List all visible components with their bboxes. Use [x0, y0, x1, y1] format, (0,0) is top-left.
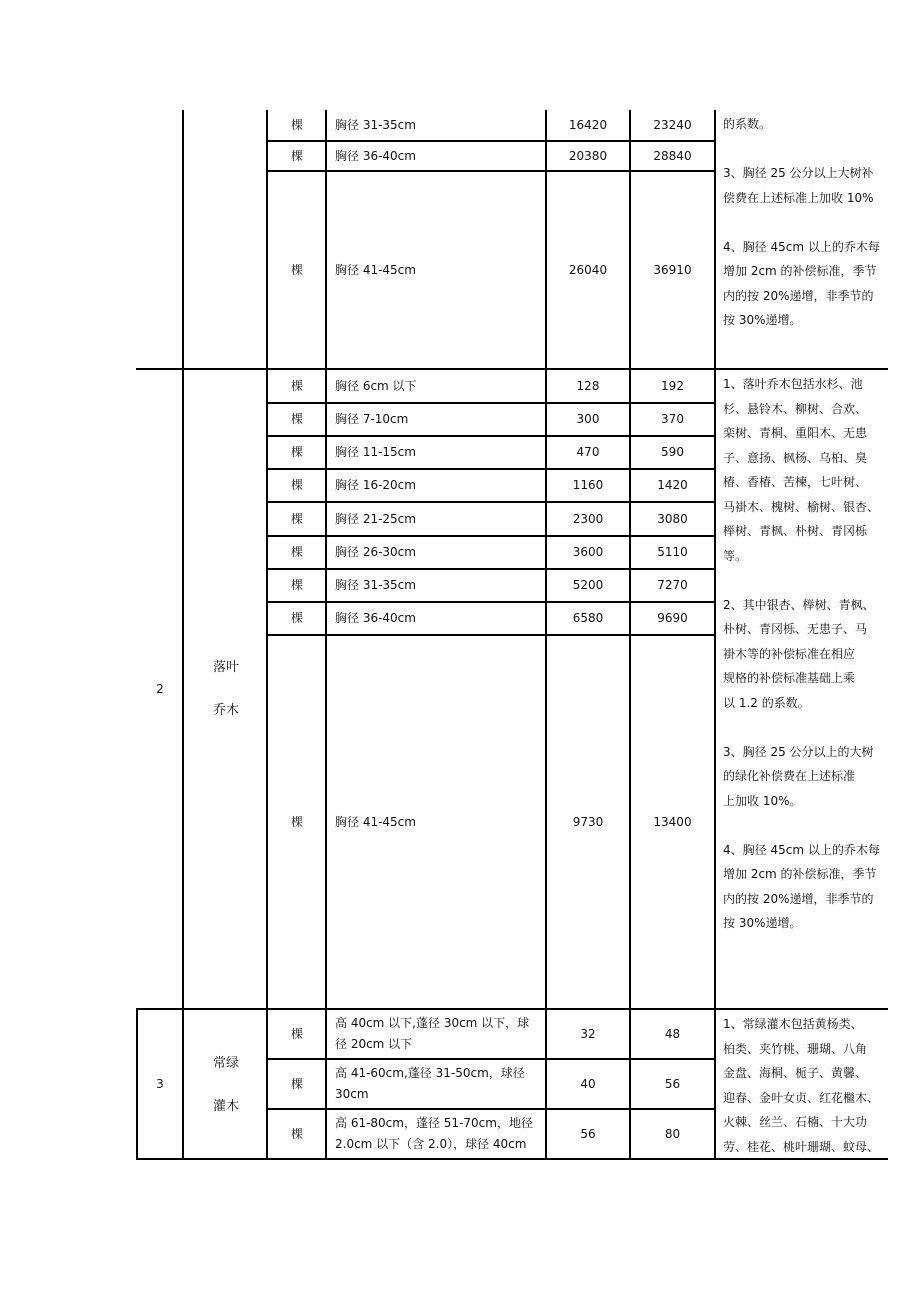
- remarks-cell: [723, 372, 880, 936]
- unit-cell: 棵: [290, 511, 303, 526]
- section-number: 3: [156, 1076, 164, 1091]
- price-b-cell: 590: [661, 445, 684, 459]
- price-a-cell: 26040: [568, 262, 608, 277]
- remark-line: 内的按 20%递增，非季节的: [723, 891, 874, 906]
- category-line: 常绿: [212, 1056, 239, 1071]
- price-a-cell: 5200: [572, 578, 604, 592]
- column-line: [136, 1008, 138, 1160]
- price-a-cell: 20380: [568, 148, 608, 163]
- unit-cell: 棵: [290, 412, 303, 426]
- remark-line: 马褂木、槐树、榆树、银杏、: [723, 499, 880, 514]
- category-label: [184, 1052, 268, 1114]
- column-line: [182, 110, 184, 1160]
- price-b-cell: 9690: [657, 611, 688, 625]
- remark-line: 内的按 20%递增，非季节的: [723, 288, 874, 303]
- remark-line: 增加 2cm 的补偿标准，季节: [723, 867, 877, 881]
- remark-line: 上加收 10%。: [723, 793, 802, 808]
- spec-cell: 胸径 7-10cm: [335, 412, 409, 426]
- spec-line: 高 40cm 以下,蓬径 30cm 以下，球: [335, 1016, 530, 1030]
- unit-cell: 棵: [290, 1126, 303, 1141]
- spec-line: 高 41-60cm,蓬径 31-50cm，球径: [335, 1066, 525, 1080]
- price-b-cell: 80: [664, 1126, 681, 1141]
- remark-line: 褂木等的补偿标准在相应: [723, 646, 856, 661]
- remark-line: 迎春、金叶女贞、红花檵木、: [723, 1090, 880, 1105]
- remark-line: 按 30%递增。: [723, 916, 802, 930]
- column-line: [266, 110, 268, 1160]
- spec-cell: 胸径 41-45cm: [335, 814, 416, 829]
- spec-line: 径 20cm 以下: [335, 1037, 413, 1051]
- price-b-cell: 3080: [657, 511, 688, 526]
- category-label: [184, 656, 268, 718]
- price-b-cell: 23240: [653, 117, 692, 132]
- price-a-cell: 2300: [572, 511, 604, 526]
- spec-cell: 胸径 31-35cm: [335, 117, 416, 132]
- price-a-cell: 9730: [572, 814, 604, 829]
- spec-cell: 胸径 6cm 以下: [335, 378, 417, 393]
- spec-cell: 胸径 41-45cm: [335, 262, 416, 277]
- price-b-cell: 192: [661, 378, 684, 393]
- unit-cell: 棵: [290, 578, 303, 592]
- spec-cell: 胸径 36-40cm: [335, 611, 416, 625]
- column-line: [629, 110, 631, 1160]
- price-a-cell: 128: [576, 378, 600, 393]
- unit-cell: 棵: [290, 378, 303, 393]
- remark-line: 金盘、海桐、栀子、黄馨、: [723, 1066, 868, 1080]
- price-a-cell: 32: [580, 1026, 596, 1041]
- price-a-cell: 6580: [572, 611, 604, 625]
- unit-cell: 棵: [290, 445, 303, 459]
- unit-cell: 棵: [290, 478, 303, 492]
- unit-cell: 棵: [290, 611, 303, 625]
- category-line: 落叶: [212, 660, 239, 675]
- remark-line: 按 30%递增。: [723, 313, 802, 327]
- unit-cell: 棵: [290, 1026, 303, 1041]
- spec-cell: 胸径 11-15cm: [335, 445, 416, 459]
- price-a-cell: 470: [576, 445, 600, 459]
- remark-line: 3、胸径 25 公分以上的大树: [723, 744, 874, 759]
- spec-cell: 胸径 21-25cm: [335, 511, 416, 526]
- remark-line: 的绿化补偿费在上述标准: [723, 769, 856, 783]
- spec-cell: 胸径 26-30cm: [335, 545, 416, 559]
- price-b-cell: 48: [664, 1026, 681, 1041]
- remark-line: 规格的补偿标准基础上乘: [723, 671, 856, 685]
- remark-line: 杉、悬铃木、柳树、合欢、: [723, 401, 868, 416]
- remark-line: 1、落叶乔木包括水杉、池: [723, 377, 863, 391]
- remark-line: 榉树、青枫、朴树、青冈栎: [723, 524, 868, 538]
- remark-line: 劳、桂花、桃叶珊瑚、蚊母、: [723, 1139, 880, 1154]
- price-a-cell: 56: [580, 1126, 596, 1141]
- spec-cell: 胸径 16-20cm: [335, 478, 416, 492]
- spec-cell: 胸径 36-40cm: [335, 148, 416, 163]
- remark-line: 的系数。: [723, 117, 772, 131]
- price-b-cell: 36910: [653, 262, 692, 277]
- price-a-cell: 3600: [572, 545, 604, 559]
- remark-line: 栾树、青桐、重阳木、无患: [723, 426, 868, 440]
- remark-line: 4、胸径 45cm 以上的乔木每: [723, 239, 880, 254]
- price-b-cell: 370: [661, 412, 684, 426]
- remark-line: 子、意扬、枫杨、乌桕、臭: [723, 450, 868, 465]
- remark-line: 等。: [723, 548, 748, 563]
- spec-cell: [335, 1110, 547, 1158]
- price-b-cell: 7270: [657, 578, 688, 592]
- section-number: 2: [156, 681, 164, 696]
- unit-cell: 棵: [290, 262, 303, 277]
- spec-line: 高 61-80cm，蓬径 51-70cm，地径: [335, 1116, 533, 1130]
- price-b-cell: 13400: [653, 814, 692, 829]
- remark-line: 以 1.2 的系数。: [723, 695, 810, 710]
- spec-cell: 胸径 31-35cm: [335, 578, 416, 592]
- spec-line: 30cm: [335, 1087, 369, 1101]
- price-b-cell: 56: [664, 1076, 681, 1091]
- unit-cell: 棵: [290, 117, 303, 132]
- remark-line: 1、常绿灌木包括黄杨类、: [723, 1017, 863, 1031]
- category-line: 乔木: [212, 703, 239, 718]
- price-a-cell: 40: [580, 1076, 596, 1091]
- remark-line: 3、胸径 25 公分以上大树补: [723, 166, 874, 180]
- column-line: [545, 110, 547, 1160]
- column-line: [714, 110, 716, 1160]
- price-b-cell: 28840: [653, 148, 692, 163]
- remarks-cell: [723, 112, 880, 333]
- remarks-cell: [723, 1012, 879, 1159]
- spec-line: 2.0cm 以下（含 2.0），球径 40cm: [335, 1137, 527, 1151]
- spec-cell: [335, 1060, 545, 1108]
- remark-line: 偿费在上述标准上加收 10%: [723, 190, 874, 205]
- price-a-cell: 1160: [572, 478, 604, 492]
- category-line: 灌木: [212, 1099, 239, 1114]
- unit-cell: 棵: [290, 1076, 303, 1091]
- remark-line: 4、胸径 45cm 以上的乔木每: [723, 842, 880, 857]
- unit-cell: 棵: [290, 545, 303, 559]
- price-a-cell: 16420: [568, 117, 608, 132]
- remark-line: 2、其中银杏、榉树、青枫、: [723, 597, 875, 612]
- price-b-cell: 1420: [657, 478, 688, 492]
- remark-line: 增加 2cm 的补偿标准，季节: [723, 264, 877, 278]
- unit-cell: 棵: [290, 148, 303, 163]
- spec-cell: [335, 1010, 545, 1058]
- price-a-cell: 300: [576, 412, 600, 426]
- remark-line: 椿、香椿、苦楝，七叶树、: [723, 475, 868, 489]
- remark-line: 柏类、夹竹桃、珊瑚、八角: [723, 1041, 868, 1056]
- price-b-cell: 5110: [657, 545, 688, 559]
- unit-cell: 棵: [290, 814, 303, 829]
- remark-line: 朴树、青冈栎、无患子、马: [723, 622, 868, 636]
- remark-line: 火棘、丝兰、石楠、十大功: [723, 1115, 868, 1129]
- column-line: [325, 110, 327, 1160]
